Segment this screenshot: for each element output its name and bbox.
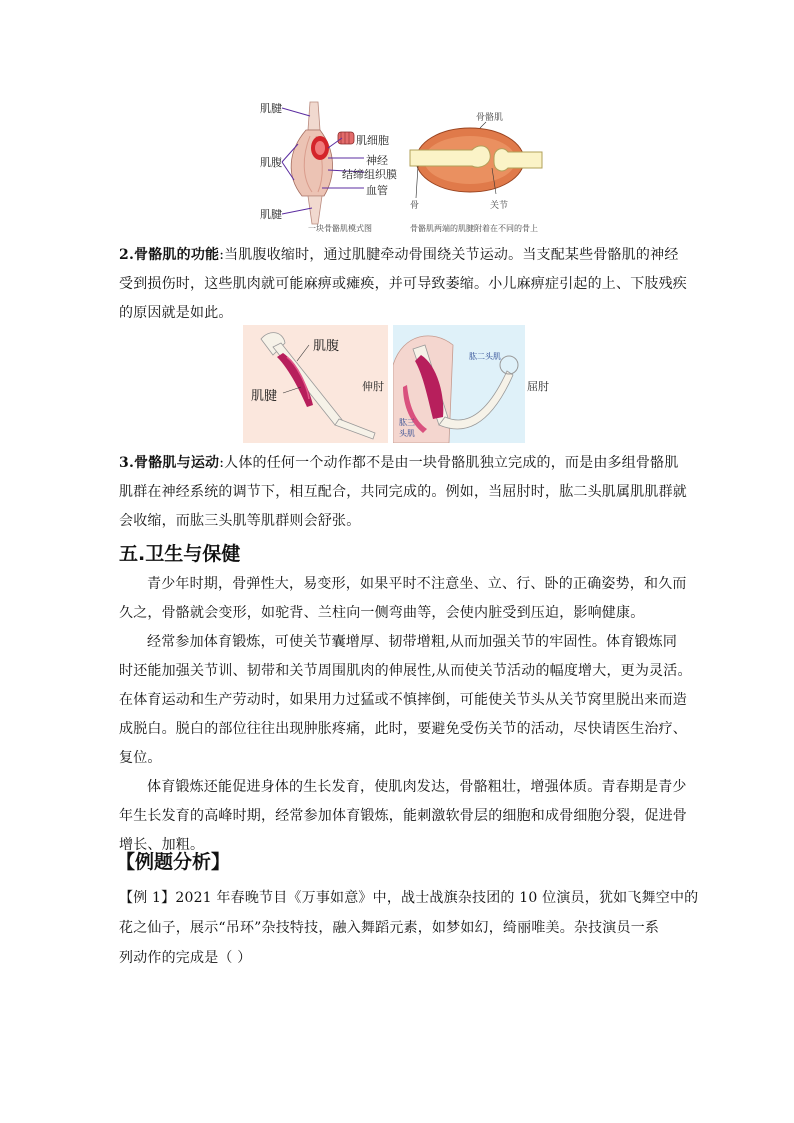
p1-line-1: 青少年时期，骨弹性大，易变形，如果平时不注意坐、立、行、卧的正确姿势，和久而 (147, 576, 687, 592)
caption-bone-joint: 骨骼肌两端的肌腱附着在不同的骨上 (410, 224, 538, 233)
p2-line-3: 在体育运动和生产劳动时，如果用力过猛或不慎摔倒，可能使关节头从关节窝里脱出来而造 (119, 692, 687, 708)
section-2-line-1: :当肌腹收缩时，通过肌腱牵动骨围绕关节运动。当支配某些骨骼肌的神经 (219, 247, 679, 263)
p3-line-2: 年生长发育的高峰时期，经常参加体育锻炼，能刺激软骨层的细胞和成骨细胞分裂，促进骨 (119, 808, 687, 824)
section-3-line-3: 会收缩，而肱三头肌等肌群则会舒张。 (119, 513, 361, 529)
section-3-title: 3.骨骼肌与运动 (119, 455, 220, 471)
label-nerve: 神经 (366, 154, 388, 167)
caption-muscle-model: 一块骨骼肌模式图 (308, 224, 372, 233)
label-extend-elbow: 伸肘 (362, 380, 384, 393)
label-arm-belly: 肌腹 (313, 339, 340, 354)
label-belly: 肌腹 (260, 156, 282, 169)
example-1-line-2: 花之仙子，展示“吊环”杂技特技，融入舞蹈元素，如梦如幻，绮丽唯美。杂技演员一系 (119, 920, 660, 936)
label-muscle-cell: 肌细胞 (356, 134, 389, 147)
example-1 (119, 883, 709, 973)
p2-line-2: 时还能加强关节训、韧带和关节周围肌肉的伸展性,从而使关节活动的幅度增大，更为灵活。 (119, 663, 692, 679)
section-5-body (119, 570, 709, 860)
section-2-line-3: 的原因就是如此。 (119, 305, 233, 321)
label-triceps-line-1: 肱三 (399, 418, 415, 427)
p2-line-1: 经常参加体育锻炼，可使关节囊增厚、韧带增粗,从而加强关节的牢固性。体育锻炼同 (147, 634, 678, 650)
section-3-line-1: :人体的任何一个动作都不是由一块骨骼肌独立完成的，而是由多组骨骼肌 (219, 455, 679, 471)
label-triceps-line-2: 头肌 (399, 429, 415, 438)
examples-heading: 【例题分析】 (116, 851, 231, 873)
example-1-line-1: 【例 1】2021 年春晚节目《万事如意》中，战士战旗杂技团的 10 位演员，犹如飞舞空中的 (119, 890, 699, 906)
label-blood-vessel: 血管 (366, 184, 388, 197)
label-tendon-top: 肌腱 (260, 102, 282, 115)
label-joint: 关节 (490, 201, 509, 211)
figure-arm-flex (393, 325, 525, 443)
label-triceps (399, 417, 415, 439)
label-tendon-bottom: 肌腱 (260, 208, 282, 221)
figure-muscle-model (258, 96, 406, 230)
figure-bone-joint (406, 108, 546, 220)
label-connective-membrane: 结缔组织膜 (342, 168, 397, 181)
p3-line-1: 体育锻炼还能促进身体的生长发育，使肌肉发达，骨骼粗壮，增强体质。青春期是青少 (147, 779, 687, 795)
p2-line-4: 成脱白。脱白的部位往往出现肿胀疼痛，此时，要避免受伤关节的活动，尽快请医生治疗、 (119, 721, 687, 737)
p2-line-5: 复位。 (119, 750, 162, 766)
section-5-heading: 五.卫生与保健 (119, 543, 241, 565)
section-3-line-2: 肌群在神经系统的调节下，相互配合，共同完成的。例如，当屈肘时，肱二头肌属肌肌群就 (119, 484, 687, 500)
section-2-title: 2.骨骼肌的功能 (119, 247, 220, 263)
p1-line-2: 久之，骨骼就会变形，如驼背、兰柱向一侧弯曲等，会使内脏受到压迫，影响健康。 (119, 605, 645, 621)
label-bone: 骨 (410, 201, 420, 211)
label-flex-elbow: 屈肘 (527, 380, 549, 393)
section-2-line-2: 受到损伤时，这些肌肉就可能麻痹或瘫痪，并可导致萎缩。小儿麻痹症引起的上、下肢残疾 (119, 276, 687, 292)
bone-joint-illustration (406, 108, 546, 220)
label-biceps: 肱二头肌 (469, 352, 501, 361)
section-3-paragraph (119, 449, 699, 536)
label-arm-tendon: 肌腱 (251, 389, 278, 404)
label-skeletal-muscle: 骨骼肌 (476, 113, 504, 123)
section-2-paragraph (119, 241, 699, 328)
p3-line-3: 增长、加粗。 (119, 837, 205, 853)
example-1-line-3: 列动作的完成是（ ） (119, 950, 252, 966)
